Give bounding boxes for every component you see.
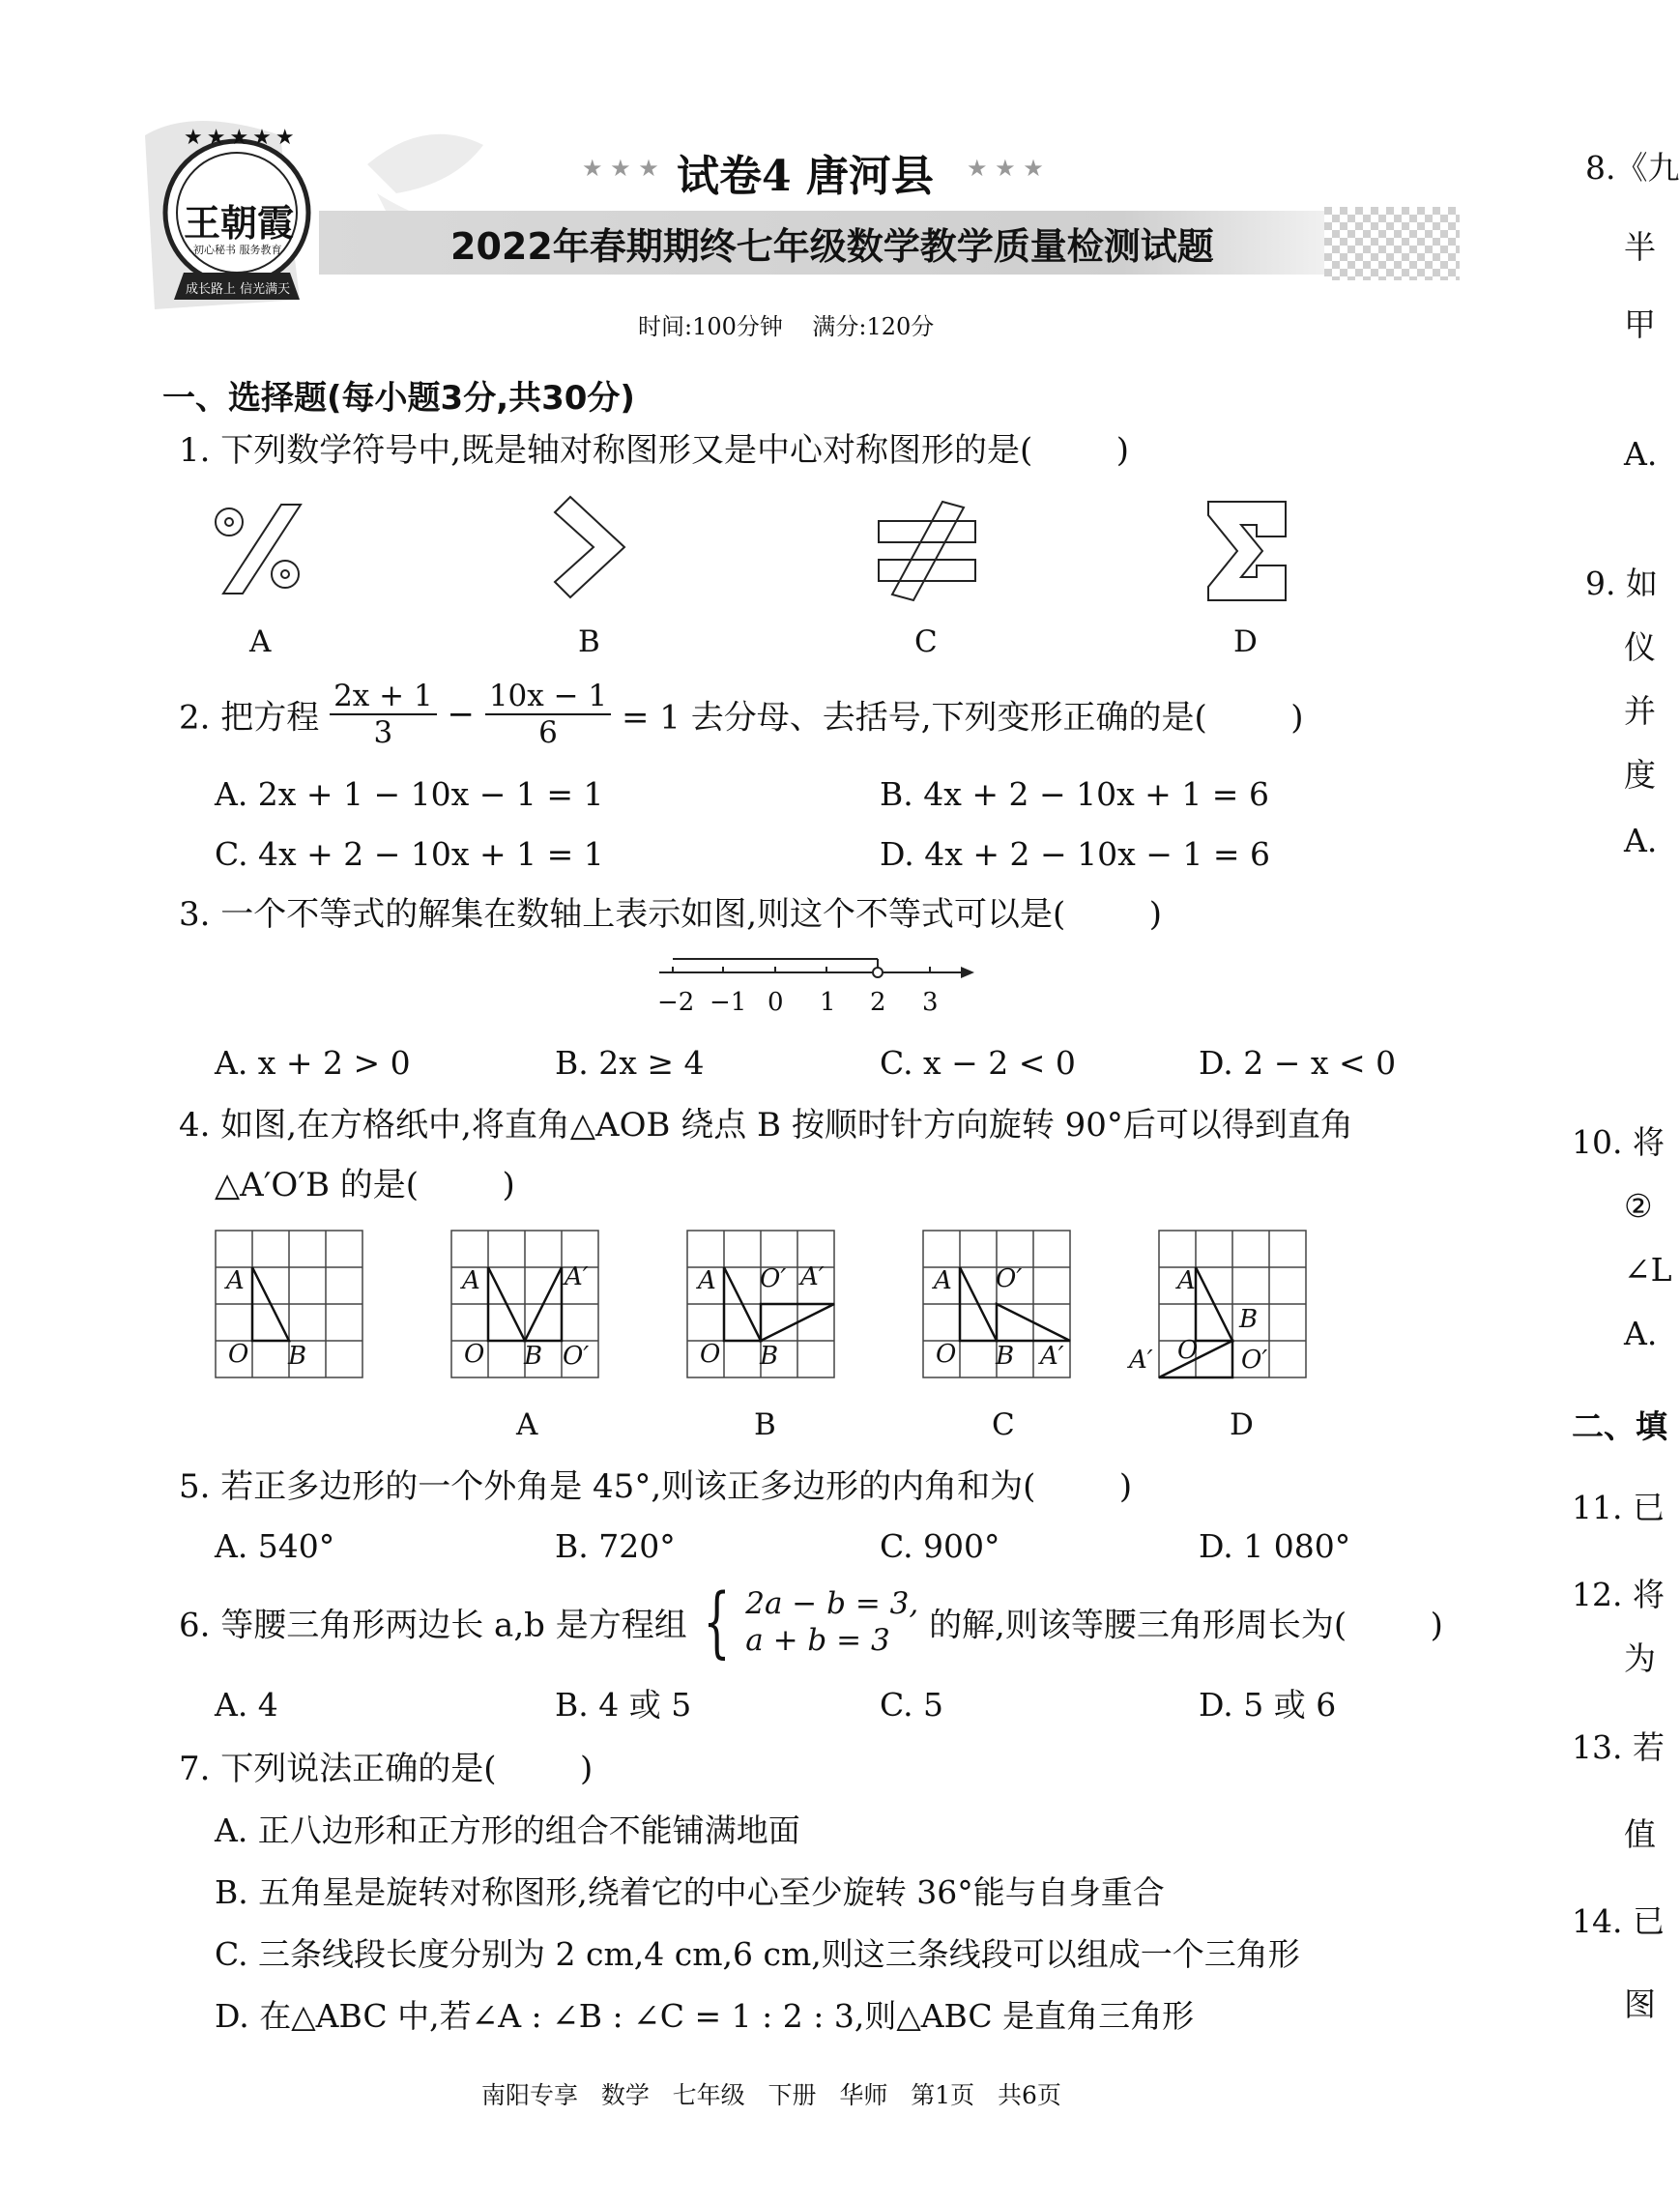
- rc-line: 图: [1624, 1986, 1656, 2023]
- q3-option-c: C. x − 2 < 0: [880, 1044, 1076, 1082]
- q7-option-a: A. 正八边形和正方形的组合不能铺满地面: [215, 1812, 800, 1849]
- tick-label: −1: [710, 988, 747, 1017]
- point-b: B: [760, 1342, 779, 1371]
- q2-option-c: C. 4x + 2 − 10x + 1 = 1: [215, 835, 604, 873]
- page-footer: 南阳专享 数学 七年级 下册 华师 第1页 共6页: [481, 2081, 1061, 2109]
- q3-option-b: B. 2x ≥ 4: [555, 1044, 705, 1082]
- point-a-prime: A′: [800, 1262, 825, 1291]
- point-b: B: [288, 1342, 307, 1371]
- tick-label: 3: [922, 988, 939, 1017]
- point-a-prime: A′: [565, 1262, 589, 1291]
- tick-label: −2: [657, 988, 695, 1017]
- rc-line: 甲: [1624, 305, 1656, 343]
- question-7: 7. 下列说法正确的是( ): [179, 1750, 594, 1788]
- q2-minus: −: [447, 695, 475, 734]
- rc-line: 值: [1624, 1815, 1656, 1853]
- logo-name: 王朝霞: [184, 201, 295, 245]
- question-2: [179, 679, 1304, 750]
- paper-label: 试卷4 唐河县: [677, 152, 934, 201]
- logo-sub: 初心秘书 服务教育: [193, 244, 282, 256]
- q7-option-b: B. 五角星是旋转对称图形,绕着它的中心至少旋转 36°能与自身重合: [215, 1873, 1165, 1911]
- point-o-prime: O′: [760, 1264, 787, 1293]
- symbol-percent: [208, 501, 314, 597]
- point-a: A: [1177, 1266, 1196, 1295]
- q5-option-b: B. 720°: [555, 1527, 676, 1565]
- rc-line: 仪: [1624, 628, 1656, 666]
- rc-line: A.: [1624, 435, 1658, 473]
- point-o: O: [228, 1340, 249, 1369]
- rc-line: 为: [1624, 1639, 1656, 1677]
- q5-option-d: D. 1 080°: [1199, 1527, 1351, 1565]
- symbol-not-equal: [875, 498, 981, 604]
- point-b: B: [1239, 1305, 1259, 1334]
- point-a: A: [698, 1266, 716, 1295]
- point-b: B: [524, 1342, 543, 1371]
- question-5: 5. 若正多边形的一个外角是 45°,则该正多边形的内角和为( ): [179, 1467, 1133, 1506]
- q2-option-d: D. 4x + 2 − 10x − 1 = 6: [880, 835, 1270, 873]
- tick-label: 2: [870, 988, 886, 1017]
- q6-option-b: B. 4 或 5: [555, 1686, 692, 1724]
- point-a-prime: A′: [1129, 1346, 1153, 1375]
- q5-option-a: A. 540°: [215, 1527, 335, 1565]
- question-4-line-1: 4. 如图,在方格纸中,将直角△AOB 绕点 B 按顺时针方向旋转 90°后可以得到直角: [179, 1106, 1353, 1145]
- q6-equation-system: [745, 1585, 918, 1659]
- q6-prefix: 6. 等腰三角形两边长 a,b 是方程组: [179, 1606, 687, 1645]
- rc-line: A.: [1624, 1315, 1658, 1352]
- q3-option-a: A. x + 2 > 0: [215, 1044, 411, 1082]
- header: [0, 0, 1669, 340]
- q2-f2-num: 10x − 1: [485, 679, 611, 715]
- rc-q13: 13. 若: [1572, 1728, 1665, 1766]
- q3-option-d: D. 2 − x < 0: [1199, 1044, 1397, 1082]
- q1-label-a: A: [249, 624, 272, 659]
- question-3: 3. 一个不等式的解集在数轴上表示如图,则这个不等式可以是( ): [179, 895, 1163, 934]
- q4-label-a: A: [516, 1407, 538, 1442]
- logo-stars: ★★★★★: [184, 126, 299, 150]
- q2-option-b: B. 4x + 2 − 10x + 1 = 6: [880, 775, 1269, 813]
- point-o: O: [936, 1340, 957, 1369]
- point-o-prime: O′: [1241, 1346, 1268, 1375]
- logo-banner: 成长路上 信光满天: [186, 282, 291, 297]
- q6-option-c: C. 5: [880, 1686, 944, 1724]
- q2-fraction-1: [330, 679, 437, 750]
- rc-line: ②: [1624, 1187, 1653, 1225]
- q1-label-c: C: [914, 624, 938, 659]
- question-1: 1. 下列数学符号中,既是轴对称图形又是中心对称图形的是( ): [179, 431, 1130, 470]
- point-a: A: [934, 1266, 952, 1295]
- q6-option-d: D. 5 或 6: [1199, 1686, 1337, 1724]
- q2-option-a: A. 2x + 1 − 10x − 1 = 1: [215, 775, 604, 813]
- q6-eq-1: 2a − b = 3,: [745, 1586, 919, 1621]
- point-o: O: [1177, 1336, 1199, 1365]
- question-4-line-2: △A′O′B 的是( ): [215, 1166, 515, 1204]
- rc-q11: 11. 已: [1572, 1489, 1665, 1526]
- stars-right: ★ ★ ★: [967, 155, 1044, 182]
- point-o-prime: O′: [996, 1264, 1023, 1293]
- rc-q10: 10. 将: [1572, 1123, 1665, 1161]
- q7-option-c: C. 三条线段长度分别为 2 cm,4 cm,6 cm,则这三条线段可以组成一个三角形: [215, 1935, 1300, 1973]
- tick-label: 1: [820, 988, 836, 1017]
- question-6: [179, 1577, 1443, 1667]
- q6-option-a: A. 4: [215, 1686, 278, 1724]
- q4-label-c: C: [992, 1407, 1015, 1442]
- tick-label: 0: [768, 988, 784, 1017]
- rc-q14: 14. 已: [1572, 1902, 1665, 1940]
- rc-line: A.: [1624, 822, 1658, 859]
- q2-f1-den: 3: [373, 715, 393, 750]
- point-a-prime: A′: [1040, 1342, 1064, 1371]
- brace-symbol: {: [702, 1577, 730, 1667]
- page-title: 2022年春期期终七年级数学教学质量检测试题: [450, 225, 1214, 268]
- q5-option-c: C. 900°: [880, 1527, 1000, 1565]
- section-title: 一、选择题(每小题3分,共30分): [162, 379, 635, 418]
- stars-left: ★ ★ ★: [582, 155, 659, 182]
- rc-line: ∠L: [1624, 1251, 1672, 1289]
- q7-option-d: D. 在△ABC 中,若∠A : ∠B : ∠C = 1 : 2 : 3,则△ABC 是直角三角形: [215, 1997, 1195, 2035]
- rc-line: 半: [1624, 228, 1656, 266]
- q6-suffix: 的解,则该等腰三角形周长为( ): [929, 1606, 1443, 1645]
- rc-line: 度: [1624, 756, 1656, 794]
- point-a: A: [462, 1266, 480, 1295]
- rc-section-2: 二、填: [1572, 1407, 1667, 1445]
- rc-q8: 8.《九: [1585, 149, 1680, 187]
- point-o: O: [464, 1340, 485, 1369]
- rc-q12: 12. 将: [1572, 1576, 1665, 1613]
- q6-eq-2: a + b = 3: [745, 1623, 890, 1658]
- symbol-sigma: [1199, 498, 1295, 604]
- q2-f2-den: 6: [538, 715, 558, 750]
- point-o-prime: O′: [563, 1342, 590, 1371]
- exam-meta: 时间:100分钟 满分:120分: [638, 313, 935, 340]
- q2-fraction-2: [485, 679, 611, 750]
- q4-label-b: B: [754, 1407, 776, 1442]
- point-b: B: [996, 1342, 1015, 1371]
- rc-line: 并: [1624, 692, 1656, 730]
- symbol-greater: [551, 493, 628, 599]
- q1-label-b: B: [578, 624, 600, 659]
- point-a: A: [226, 1266, 245, 1295]
- point-o: O: [700, 1340, 721, 1369]
- q2-prefix: 2. 把方程: [179, 698, 320, 738]
- q2-suffix: = 1 去分母、去括号,下列变形正确的是( ): [621, 698, 1304, 738]
- rc-q9: 9. 如: [1585, 565, 1658, 602]
- q4-label-d: D: [1230, 1407, 1254, 1442]
- checker-decoration: [1324, 207, 1460, 280]
- q1-label-d: D: [1233, 624, 1258, 659]
- q2-f1-num: 2x + 1: [330, 679, 437, 715]
